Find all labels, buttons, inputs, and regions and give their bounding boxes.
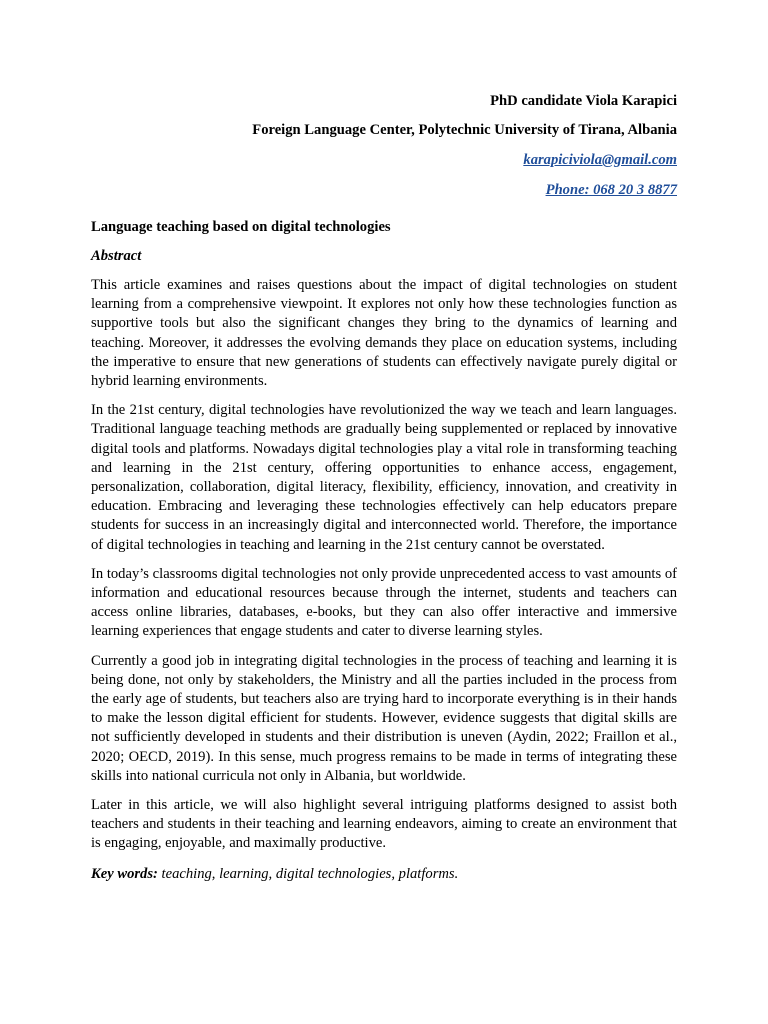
email-link[interactable] [91, 151, 677, 170]
keywords-text: teaching, learning, digital technologies, platforms. [157, 865, 459, 882]
author-affiliation: Foreign Language Center, Polytechnic University of Tirana, Albania [252, 122, 677, 138]
abstract-paragraph-3: In today’s classrooms digital technologies not only provide unprecedented access to vast amounts of information and educational resources because through the internet, students and teachers can access online libraries, databases, e-books, but they can also offer interactive and immersive learning experiences that engage students and cater to diverse learning styles. [91, 565, 677, 640]
abstract-paragraph-5: Later in this article, we will also highlight several intriguing platforms designed to assist both teachers and students in their teaching and learning endeavors, aiming to create an environment that is engaging, enjoyable, and maximally productive. [91, 797, 677, 852]
abstract-paragraph-2: In the 21st century, digital technologies have revolutionized the way we teach and learn languages. Traditional language teaching methods are gradually being supplemented or replaced by innovative digital tools and platforms. Nowadays digital technologies play a vital role in transforming teaching and learning in the 21st century, offering opportunities to enhance access, engagement, personalization, collaboration, digital literacy, flexibility, efficiency, innovation, and creativity in education. Embracing and leveraging these technologies effectively can help educators prepare students for success in an increasingly digital and interconnected world. Therefore, the importance of digital technologies in teaching and learning in the 21st century cannot be overstated. [91, 402, 677, 553]
abstract-heading: Abstract [91, 248, 142, 264]
article-title: Language teaching based on digital technologies [91, 219, 391, 235]
author-name: PhD candidate Viola Karapici [490, 93, 677, 109]
abstract-paragraph-4: Currently a good job in integrating digital technologies in the process of teaching and learning it is being done, not only by stakeholders, the Ministry and all the parties included in the process from the early age of students, but teachers also are trying hard to incorporate everything is in their hands to make the lesson digital efficient for students. However, evidence suggests that digital skills are not sufficiently developed in students and their distribution is uneven (Aydin, 2022; Fraillon et al., 2020; OECD, 2019). In this sense, much progress remains to be made in terms of integrating these skills into national curricula not only in Albania, but worldwide. [91, 652, 677, 784]
keywords-label: Key words: [91, 865, 158, 882]
document-page [91, 92, 677, 884]
email-link-text[interactable]: karapiciviola@gmail.com [523, 152, 677, 168]
keywords-line [91, 865, 677, 884]
phone-link[interactable] [91, 181, 677, 200]
phone-link-text[interactable]: Phone: 068 20 3 8877 [545, 182, 677, 198]
abstract-paragraph-1: This article examines and raises questions about the impact of digital technologies on student learning from a comprehensive viewpoint. It explores not only how these technologies function as supportive tools but also the significant changes they bring to the dynamics of learning and teaching. Moreover, it addresses the evolving demands they place on education systems, including the imperative to ensure that new generations of students can effectively navigate purely digital or hybrid learning environments. [91, 277, 677, 390]
